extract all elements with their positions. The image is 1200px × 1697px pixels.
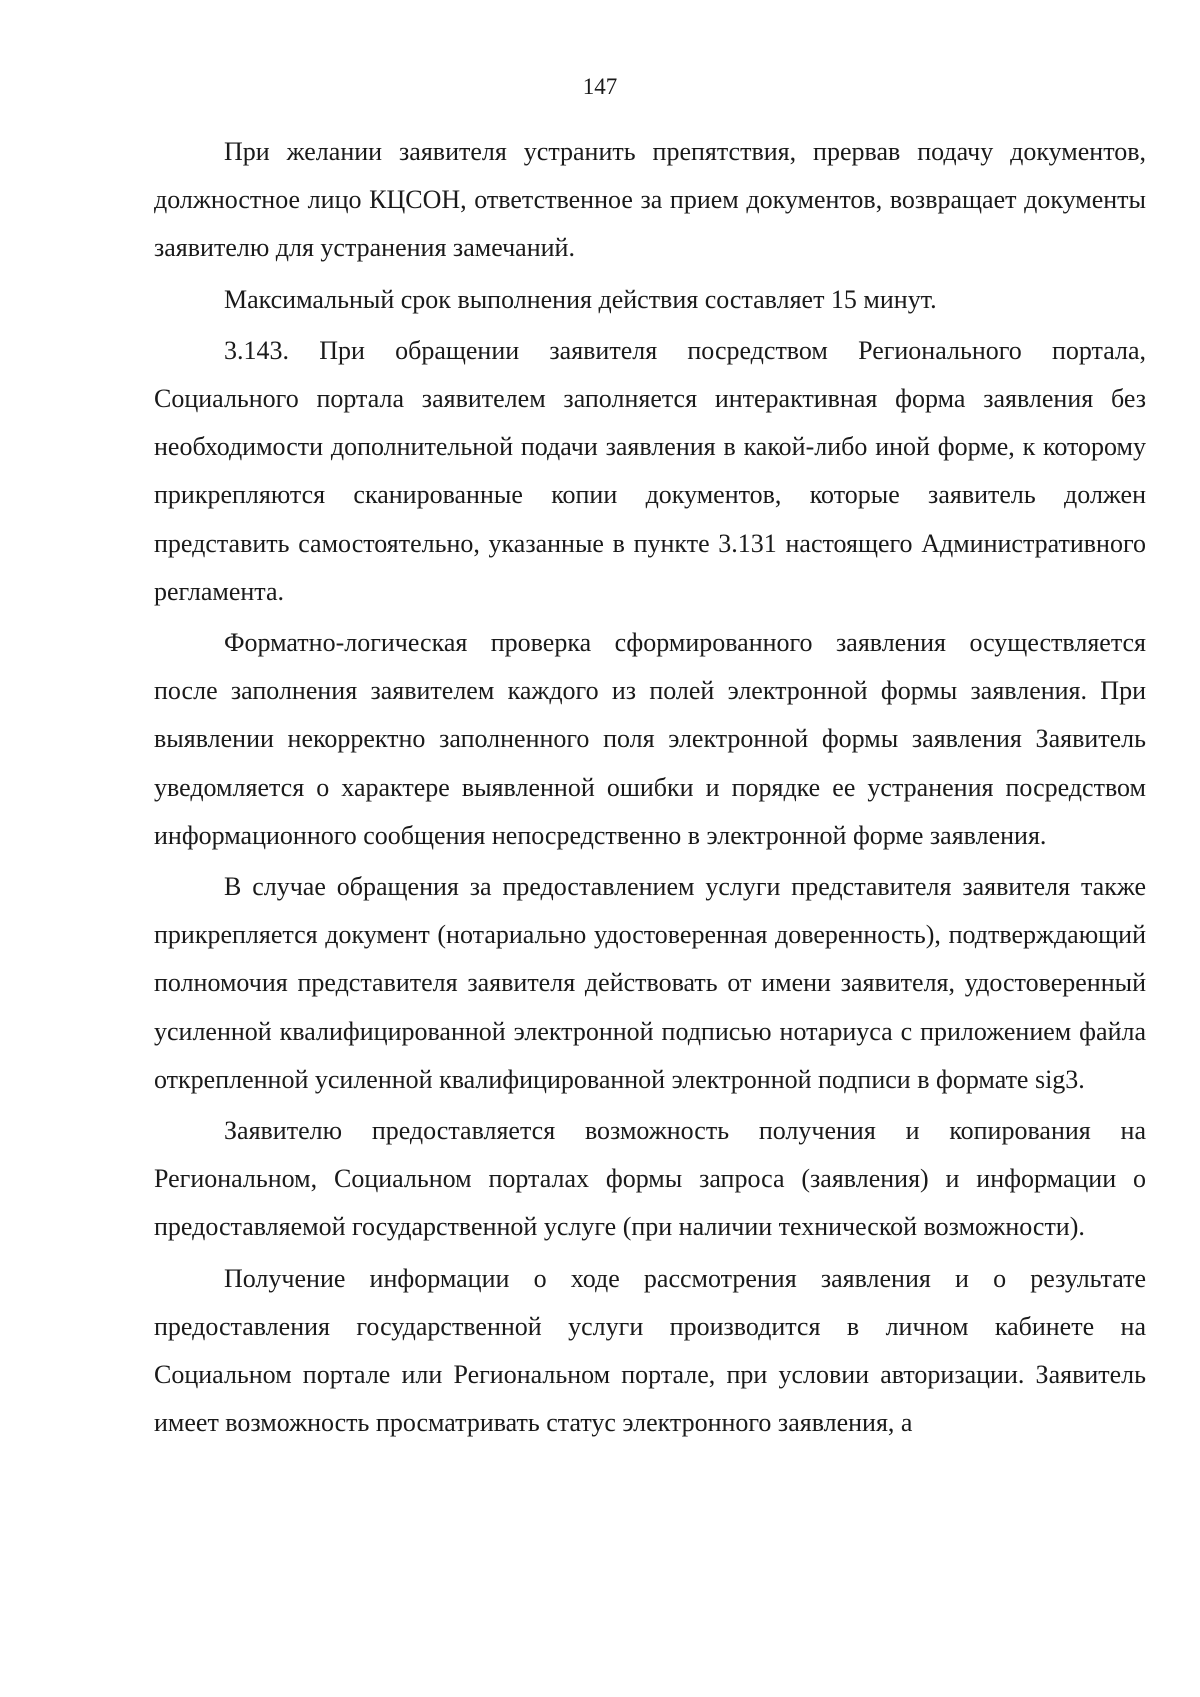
paragraph-form-copy: Заявителю предоставляется возможность получения и копирования на Региональном, Социальном порталах формы запроса (заявления) и информации о предоставляемой государственной услуге (при наличии технической возможности). [154,1116,1146,1242]
paragraph-status-info: Получение информации о ходе рассмотрения заявления и о результате предоставления государственной услуги производится в личном кабинете на Социальном портале или Региональном портале, при условии авторизации. Заявитель имеет возможность просматривать статус электронного заявления, а [154,1263,1146,1438]
document-body [154,128,1146,1450]
paragraph-max-time: Максимальный срок выполнения действия составляет 15 минут. [224,284,937,314]
paragraph-documents-return: При желании заявителя устранить препятствия, прервав подачу документов, должностное лицо КЦСОН, ответственное за прием документов, возвращает документы заявителю для устранения замечаний. [154,137,1146,263]
paragraph-3-143: 3.143. При обращении заявителя посредством Регионального портала, Социального портала заявителем заполняется интерактивная форма заявления без необходимости дополнительной подачи заявления в какой-либо иной форме, к которому прикрепляются сканированные копии документов, которые заявитель должен представить самостоятельно, указанные в пункте 3.131 настоящего Административного регламента. [154,335,1146,606]
paragraph-representative: В случае обращения за предоставлением услуги представителя заявителя также прикрепляется документ (нотариально удостоверенная доверенность), подтверждающий полномочия представителя заявителя действовать от имени заявителя, удостоверенный усиленной квалифицированной электронной подписью нотариуса с приложением файла открепленной усиленной квалифицированной электронной подписи в формате sig3. [154,872,1146,1094]
page-number: 147 [582,74,618,99]
paragraph-format-check: Форматно-логическая проверка сформированного заявления осуществляется после заполнения заявителем каждого из полей электронной формы заявления. При выявлении некорректно заполненного поля электронной формы заявления Заявитель уведомляется о характере выявленной ошибки и порядке ее устранения посредством информационного сообщения непосредственно в электронной форме заявления. [154,628,1146,850]
